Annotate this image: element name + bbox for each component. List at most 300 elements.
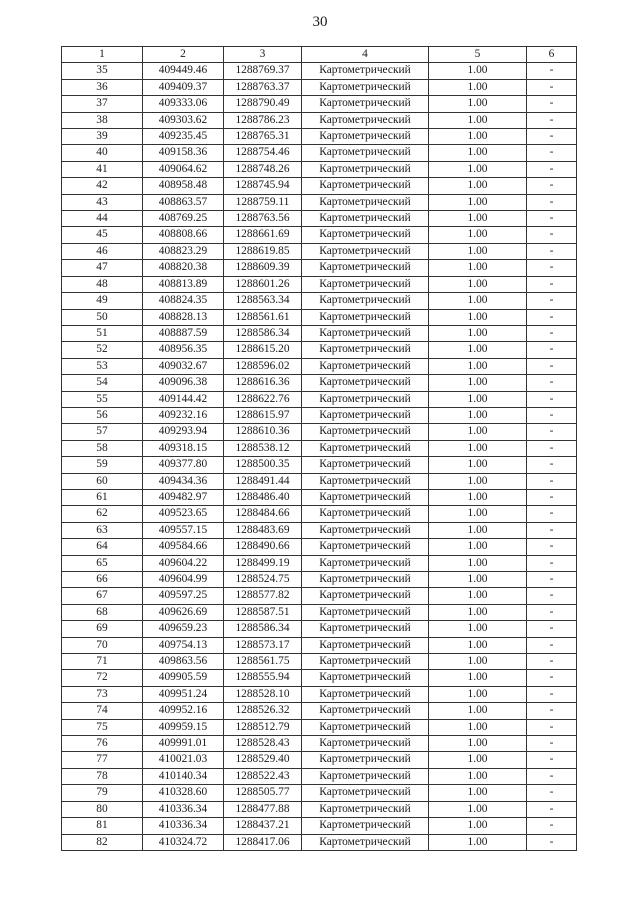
table-cell: 1.00	[429, 834, 527, 850]
table-cell: 408958.48	[143, 178, 224, 194]
table-cell: 44	[62, 211, 143, 227]
table-cell: -	[527, 719, 577, 735]
table-cell: 1.00	[429, 276, 527, 292]
table-cell: 65	[62, 555, 143, 571]
table-cell: 1288561.75	[224, 654, 302, 670]
table-cell: 1288437.21	[224, 818, 302, 834]
table-cell: 46	[62, 243, 143, 259]
table-cell: 1288483.69	[224, 522, 302, 538]
table-cell: 1.00	[429, 473, 527, 489]
table-cell: 62	[62, 506, 143, 522]
table-cell: Картометрический	[302, 309, 429, 325]
table-row	[62, 440, 577, 456]
table-cell: 1.00	[429, 96, 527, 112]
table-cell: 1288484.66	[224, 506, 302, 522]
table-cell: 69	[62, 621, 143, 637]
table-row	[62, 112, 577, 128]
table-cell: 408828.13	[143, 309, 224, 325]
table-cell: 59	[62, 457, 143, 473]
table-cell: 1288477.88	[224, 801, 302, 817]
table-cell: 408863.57	[143, 194, 224, 210]
table-cell: Картометрический	[302, 358, 429, 374]
column-header: 2	[143, 47, 224, 63]
table-cell: Картометрический	[302, 391, 429, 407]
table-row	[62, 227, 577, 243]
table-cell: 1.00	[429, 752, 527, 768]
table-cell: Картометрический	[302, 506, 429, 522]
table-row	[62, 703, 577, 719]
table-cell: -	[527, 325, 577, 341]
table-cell: 409096.38	[143, 375, 224, 391]
table-cell: 1288529.40	[224, 752, 302, 768]
table-cell: 1288609.39	[224, 260, 302, 276]
table-cell: 36	[62, 79, 143, 95]
table-cell: -	[527, 440, 577, 456]
table-cell: 409523.65	[143, 506, 224, 522]
table-cell: 39	[62, 129, 143, 145]
table-cell: -	[527, 670, 577, 686]
table-cell: -	[527, 539, 577, 555]
table-cell: 1.00	[429, 358, 527, 374]
table-cell: 79	[62, 785, 143, 801]
table-cell: Картометрический	[302, 325, 429, 341]
table-cell: 409482.97	[143, 489, 224, 505]
table-cell: Картометрический	[302, 719, 429, 735]
table-cell: 1.00	[429, 522, 527, 538]
table-cell: -	[527, 161, 577, 177]
table-cell: Картометрический	[302, 145, 429, 161]
table-cell: Картометрический	[302, 801, 429, 817]
table-row	[62, 670, 577, 686]
table-cell: 1288763.37	[224, 79, 302, 95]
table-cell: 409158.36	[143, 145, 224, 161]
table-cell: 1.00	[429, 227, 527, 243]
table-cell: 1288524.75	[224, 572, 302, 588]
table-row	[62, 457, 577, 473]
table-cell: -	[527, 621, 577, 637]
table-cell: -	[527, 178, 577, 194]
table-cell: 409064.62	[143, 161, 224, 177]
table-cell: 1.00	[429, 178, 527, 194]
table-cell: 409303.62	[143, 112, 224, 128]
table-cell: 1.00	[429, 161, 527, 177]
table-cell: Картометрический	[302, 424, 429, 440]
table-cell: 1.00	[429, 801, 527, 817]
table-cell: 408808.66	[143, 227, 224, 243]
table-cell: 1288577.82	[224, 588, 302, 604]
table-cell: -	[527, 112, 577, 128]
table-cell: -	[527, 801, 577, 817]
table-cell: 1.00	[429, 719, 527, 735]
table-cell: 1288615.20	[224, 342, 302, 358]
table-cell: 52	[62, 342, 143, 358]
table-cell: -	[527, 145, 577, 161]
table-row	[62, 293, 577, 309]
table-cell: 66	[62, 572, 143, 588]
table-cell: 1.00	[429, 243, 527, 259]
table-cell: 410021.03	[143, 752, 224, 768]
table-cell: -	[527, 489, 577, 505]
table-cell: 408769.25	[143, 211, 224, 227]
table-cell: Картометрический	[302, 670, 429, 686]
table-cell: 81	[62, 818, 143, 834]
table-cell: -	[527, 309, 577, 325]
table-cell: 1288555.94	[224, 670, 302, 686]
table-cell: 1288661.69	[224, 227, 302, 243]
table-cell: Картометрический	[302, 457, 429, 473]
table-row	[62, 391, 577, 407]
table-cell: Картометрический	[302, 555, 429, 571]
table-cell: Картометрический	[302, 211, 429, 227]
table-cell: 51	[62, 325, 143, 341]
table-cell: 1.00	[429, 112, 527, 128]
table-cell: 1288610.36	[224, 424, 302, 440]
table-cell: 1.00	[429, 309, 527, 325]
table-cell: Картометрический	[302, 522, 429, 538]
table-cell: -	[527, 818, 577, 834]
table-cell: 1.00	[429, 424, 527, 440]
table-cell: 61	[62, 489, 143, 505]
table-cell: -	[527, 243, 577, 259]
table-cell: 42	[62, 178, 143, 194]
table-row	[62, 818, 577, 834]
table-cell: Картометрический	[302, 161, 429, 177]
table-cell: -	[527, 457, 577, 473]
table-cell: 408823.29	[143, 243, 224, 259]
table-row	[62, 522, 577, 538]
table-cell: -	[527, 736, 577, 752]
table-cell: 1288526.32	[224, 703, 302, 719]
table-cell: 1288505.77	[224, 785, 302, 801]
table-row	[62, 719, 577, 735]
table-cell: Картометрический	[302, 375, 429, 391]
table-row	[62, 309, 577, 325]
table-cell: 1288759.11	[224, 194, 302, 210]
table-header-row	[62, 47, 577, 63]
table-cell: 1288765.31	[224, 129, 302, 145]
table-cell: 58	[62, 440, 143, 456]
table-cell: 1.00	[429, 572, 527, 588]
table-cell: 410140.34	[143, 768, 224, 784]
table-cell: 40	[62, 145, 143, 161]
table-row	[62, 621, 577, 637]
table-cell: Картометрический	[302, 621, 429, 637]
table-cell: 1.00	[429, 555, 527, 571]
table-row	[62, 506, 577, 522]
table-cell: 1288491.44	[224, 473, 302, 489]
table-cell: Картометрический	[302, 785, 429, 801]
table-cell: 1.00	[429, 260, 527, 276]
table-cell: 77	[62, 752, 143, 768]
table-cell: 1288512.79	[224, 719, 302, 735]
table-cell: 409951.24	[143, 686, 224, 702]
table-cell: 1288745.94	[224, 178, 302, 194]
table-cell: 1.00	[429, 145, 527, 161]
table-cell: 1288490.66	[224, 539, 302, 555]
table-row	[62, 768, 577, 784]
column-header: 4	[302, 47, 429, 63]
table-row	[62, 407, 577, 423]
table-cell: 409449.46	[143, 63, 224, 79]
table-cell: 47	[62, 260, 143, 276]
table-cell: 53	[62, 358, 143, 374]
table-cell: -	[527, 785, 577, 801]
table-cell: -	[527, 506, 577, 522]
table-cell: 41	[62, 161, 143, 177]
table-cell: 1288616.36	[224, 375, 302, 391]
table-cell: 409991.01	[143, 736, 224, 752]
column-header: 3	[224, 47, 302, 63]
table-cell: 56	[62, 407, 143, 423]
table-cell: 409557.15	[143, 522, 224, 538]
table-cell: -	[527, 129, 577, 145]
table-cell: 410328.60	[143, 785, 224, 801]
table-row	[62, 424, 577, 440]
table-cell: -	[527, 63, 577, 79]
table-cell: 1.00	[429, 194, 527, 210]
table-cell: Картометрический	[302, 654, 429, 670]
table-cell: 73	[62, 686, 143, 702]
table-cell: 1.00	[429, 63, 527, 79]
table-cell: 38	[62, 112, 143, 128]
table-cell: 1288586.34	[224, 325, 302, 341]
table-cell: Картометрический	[302, 703, 429, 719]
table-cell: 409318.15	[143, 440, 224, 456]
table-cell: Картометрический	[302, 637, 429, 653]
table-row	[62, 79, 577, 95]
table-cell: 54	[62, 375, 143, 391]
table-row	[62, 588, 577, 604]
table-cell: 1.00	[429, 407, 527, 423]
table-cell: 1288586.34	[224, 621, 302, 637]
table-row	[62, 260, 577, 276]
table-cell: Картометрический	[302, 194, 429, 210]
table-cell: 64	[62, 539, 143, 555]
table-cell: 63	[62, 522, 143, 538]
table-cell: 408887.59	[143, 325, 224, 341]
table-cell: 49	[62, 293, 143, 309]
table-row	[62, 63, 577, 79]
table-row	[62, 145, 577, 161]
table-cell: -	[527, 637, 577, 653]
table-cell: Картометрический	[302, 407, 429, 423]
table-cell: 1288573.17	[224, 637, 302, 653]
table-cell: 80	[62, 801, 143, 817]
table-row	[62, 473, 577, 489]
table-cell: 48	[62, 276, 143, 292]
table-cell: 409626.69	[143, 604, 224, 620]
table-cell: 1.00	[429, 670, 527, 686]
table-cell: 409959.15	[143, 719, 224, 735]
table-cell: 1288522.43	[224, 768, 302, 784]
table-cell: 409377.80	[143, 457, 224, 473]
table-cell: 1288601.26	[224, 276, 302, 292]
table-cell: 1288499.19	[224, 555, 302, 571]
table-cell: Картометрический	[302, 572, 429, 588]
table-cell: Картометрический	[302, 260, 429, 276]
table-cell: 76	[62, 736, 143, 752]
table-cell: Картометрический	[302, 342, 429, 358]
table-cell: 1288528.10	[224, 686, 302, 702]
table-cell: 1288769.37	[224, 63, 302, 79]
table-cell: -	[527, 260, 577, 276]
table-cell: 409235.45	[143, 129, 224, 145]
table-row	[62, 358, 577, 374]
table-cell: 1288615.97	[224, 407, 302, 423]
table-cell: 410336.34	[143, 818, 224, 834]
table-cell: -	[527, 276, 577, 292]
table-row	[62, 604, 577, 620]
table-row	[62, 637, 577, 653]
table-cell: Картометрический	[302, 227, 429, 243]
table-cell: 409232.16	[143, 407, 224, 423]
table-cell: Картометрический	[302, 112, 429, 128]
table-cell: 409604.22	[143, 555, 224, 571]
table-cell: 57	[62, 424, 143, 440]
table-row	[62, 194, 577, 210]
table-cell: 1.00	[429, 211, 527, 227]
table-cell: -	[527, 358, 577, 374]
table-cell: 45	[62, 227, 143, 243]
column-header: 1	[62, 47, 143, 63]
table-cell: -	[527, 588, 577, 604]
table-row	[62, 276, 577, 292]
table-cell: -	[527, 407, 577, 423]
table-cell: 1.00	[429, 604, 527, 620]
table-cell: Картометрический	[302, 588, 429, 604]
table-cell: -	[527, 703, 577, 719]
table-cell: -	[527, 834, 577, 850]
table-cell: 409333.06	[143, 96, 224, 112]
table-cell: 1288748.26	[224, 161, 302, 177]
table-row	[62, 752, 577, 768]
table-cell: 60	[62, 473, 143, 489]
table-row	[62, 375, 577, 391]
table-cell: 409604.99	[143, 572, 224, 588]
table-cell: 1.00	[429, 391, 527, 407]
table-cell: 409952.16	[143, 703, 224, 719]
table-cell: -	[527, 79, 577, 95]
table-cell: 75	[62, 719, 143, 735]
table-cell: Картометрический	[302, 243, 429, 259]
table-cell: -	[527, 227, 577, 243]
column-header: 6	[527, 47, 577, 63]
table-cell: 409434.36	[143, 473, 224, 489]
table-cell: 1288500.35	[224, 457, 302, 473]
table-cell: -	[527, 375, 577, 391]
table-cell: 1.00	[429, 637, 527, 653]
table-cell: 1288754.46	[224, 145, 302, 161]
table-cell: 1.00	[429, 621, 527, 637]
table-cell: 1288596.02	[224, 358, 302, 374]
table-cell: 82	[62, 834, 143, 850]
table-cell: 1.00	[429, 539, 527, 555]
table-row	[62, 489, 577, 505]
table-cell: -	[527, 572, 577, 588]
table-cell: 72	[62, 670, 143, 686]
table-cell: -	[527, 686, 577, 702]
table-row	[62, 572, 577, 588]
table-cell: 1.00	[429, 785, 527, 801]
table-row	[62, 325, 577, 341]
table-cell: 37	[62, 96, 143, 112]
table-cell: -	[527, 342, 577, 358]
table-cell: Картометрический	[302, 752, 429, 768]
table-cell: Картометрический	[302, 129, 429, 145]
table-cell: Картометрический	[302, 818, 429, 834]
table-cell: -	[527, 654, 577, 670]
table-cell: -	[527, 604, 577, 620]
table-cell: Картометрический	[302, 489, 429, 505]
table-cell: 409905.59	[143, 670, 224, 686]
table-cell: -	[527, 555, 577, 571]
table-cell: 1288786.23	[224, 112, 302, 128]
table-cell: -	[527, 96, 577, 112]
table-cell: Картометрический	[302, 63, 429, 79]
table-cell: 55	[62, 391, 143, 407]
table-cell: 1288417.06	[224, 834, 302, 850]
table-row	[62, 129, 577, 145]
table-cell: 1.00	[429, 457, 527, 473]
table-cell: Картометрический	[302, 768, 429, 784]
table-cell: 410336.34	[143, 801, 224, 817]
table-cell: 1288763.56	[224, 211, 302, 227]
table-cell: 409032.67	[143, 358, 224, 374]
table-cell: 1.00	[429, 325, 527, 341]
table-body	[62, 63, 577, 851]
table-cell: -	[527, 293, 577, 309]
table-cell: 68	[62, 604, 143, 620]
table-cell: 408813.89	[143, 276, 224, 292]
table-cell: 43	[62, 194, 143, 210]
table-cell: Картометрический	[302, 604, 429, 620]
table-cell: 409863.56	[143, 654, 224, 670]
table-cell: 1.00	[429, 375, 527, 391]
table-cell: 410324.72	[143, 834, 224, 850]
table-cell: 1.00	[429, 654, 527, 670]
table-cell: 35	[62, 63, 143, 79]
table-cell: 1.00	[429, 293, 527, 309]
table-row	[62, 801, 577, 817]
table-cell: 408956.35	[143, 342, 224, 358]
table-cell: 409409.37	[143, 79, 224, 95]
table-cell: Картометрический	[302, 276, 429, 292]
table-cell: 1288538.12	[224, 440, 302, 456]
table-cell: 1.00	[429, 768, 527, 784]
table-cell: Картометрический	[302, 539, 429, 555]
table-cell: 67	[62, 588, 143, 604]
table-row	[62, 654, 577, 670]
table-cell: -	[527, 768, 577, 784]
table-cell: 1288619.85	[224, 243, 302, 259]
table-cell: 408824.35	[143, 293, 224, 309]
table-cell: 409754.13	[143, 637, 224, 653]
table-cell: 71	[62, 654, 143, 670]
table-cell: 1.00	[429, 588, 527, 604]
table-cell: 1288528.43	[224, 736, 302, 752]
table-cell: 408820.38	[143, 260, 224, 276]
table-cell: Картометрический	[302, 834, 429, 850]
table-cell: 78	[62, 768, 143, 784]
table-row	[62, 96, 577, 112]
table-cell: 1.00	[429, 506, 527, 522]
table-cell: Картометрический	[302, 178, 429, 194]
table-cell: 1288790.49	[224, 96, 302, 112]
table-cell: 1288622.76	[224, 391, 302, 407]
table-cell: -	[527, 211, 577, 227]
column-header: 5	[429, 47, 527, 63]
table-cell: -	[527, 522, 577, 538]
